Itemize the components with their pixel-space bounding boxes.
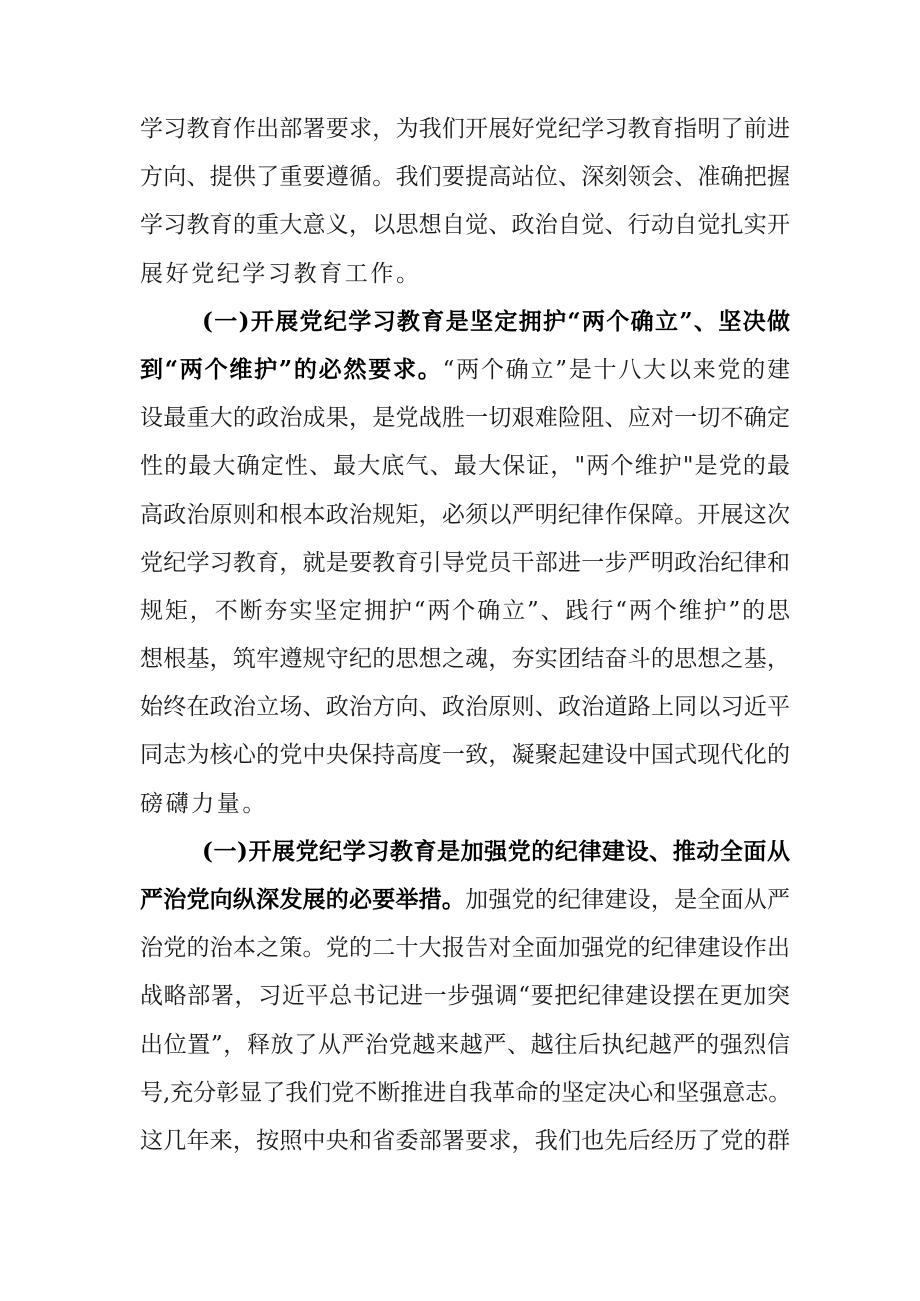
text-line: 设最重大的政治成果，是党战胜一切艰难险阻、应对一切不确定	[140, 405, 790, 432]
section-heading-tail: 严治党向纵深发展的必要举措。	[140, 886, 466, 913]
text-line: 想根基，筑牢遵规守纪的思想之魂，夯实团结奋斗的思想之基，	[140, 646, 790, 673]
document-body	[140, 105, 790, 1165]
text-line: 这几年来，按照中央和省委部署要求，我们也先后经历了党的群	[140, 1127, 790, 1154]
text-line: 学习教育作出部署要求，为我们开展好党纪学习教育指明了前进	[140, 116, 790, 142]
text-line: 始终在政治立场、政治方向、政治原则、政治道路上同以习近平	[140, 694, 790, 721]
text-line: 展好党纪学习教育工作。	[140, 260, 422, 287]
text-line: 高政治原则和根本政治规矩，必须以严明纪律作保障。开展这次	[140, 501, 790, 528]
text-line: 治党的治本之策。党的二十大报告对全面加强党的纪律建设作出	[140, 935, 790, 962]
text-line: 号,充分彰显了我们党不断推进自我革命的坚定决心和坚强意志。	[140, 1079, 792, 1106]
text-line: 规矩，不断夯实坚定拥护“两个确立”、践行“两个维护”的思	[140, 597, 790, 624]
section-heading: (一)开展党纪学习教育是加强党的纪律建设、推动全面从	[202, 837, 790, 865]
text-line: 出位置”，释放了从严治党越来越严、越往后执纪越严的强烈信	[140, 1031, 790, 1058]
section-heading: (一)开展党纪学习教育是坚定拥护“两个确立”、坚决做	[202, 307, 790, 335]
text-line: 磅礴力量。	[140, 790, 268, 817]
text-line: 党纪学习教育，就是要教育引导党员干部进一步严明政治纪律和	[140, 549, 790, 576]
text-line: 方向、提供了重要遵循。我们要提高站位、深刻领会、准确把握	[140, 164, 790, 191]
section-heading-tail: 到“两个维护”的必然要求。	[140, 355, 443, 383]
text-line: 学习教育的重大意义，以思想自觉、政治自觉、行动自觉扎实开	[140, 212, 790, 239]
paragraph-text: “两个确立”是十八大以来党的建	[442, 356, 790, 383]
paragraph-text: 加强党的纪律建设，是全面从严	[465, 887, 791, 913]
text-line: 性的最大确定性、最大底气、最大保证，"两个维护"是党的最	[140, 453, 790, 480]
section-heading-continuation	[140, 876, 790, 924]
section-heading-continuation	[140, 346, 790, 394]
text-line: 战略部署，习近平总书记进一步强调“要把纪律建设摆在更加突	[140, 983, 790, 1010]
text-line: 同志为核心的党中央保持高度一致，凝聚起建设中国式现代化的	[140, 742, 790, 769]
